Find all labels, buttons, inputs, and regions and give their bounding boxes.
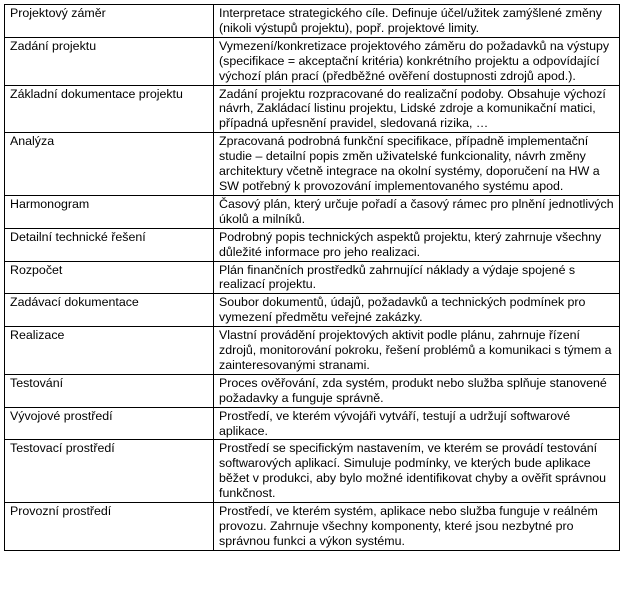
table-row (5, 133, 620, 196)
term-cell: Rozpočet (5, 261, 214, 294)
definition-cell: Podrobný popis technických aspektů projektu, který zahrnuje všechny důležité informace pro jeho realizaci. (214, 228, 620, 261)
table-row (5, 503, 620, 551)
definition-cell: Zadání projektu rozpracované do realizační podoby. Obsahuje výchozí návrh, Zakládací listinu projektu, Lidské zdroje a komunikační matici, případná upřesnění pravidel, sledovaná rizika, … (214, 85, 620, 133)
term-cell: Zadání projektu (5, 37, 214, 85)
definition-cell: Interpretace strategického cíle. Definuje účel/užitek zamýšlené změny (nikoli výstupů projektu), popř. projektové limity. (214, 5, 620, 38)
table-row (5, 195, 620, 228)
term-cell: Vývojové prostředí (5, 407, 214, 440)
table-row (5, 261, 620, 294)
term-cell: Detailní technické řešení (5, 228, 214, 261)
table-row (5, 374, 620, 407)
term-cell: Testovací prostředí (5, 440, 214, 503)
term-cell: Projektový záměr (5, 5, 214, 38)
definition-cell: Prostředí, ve kterém systém, aplikace nebo služba funguje v reálném provozu. Zahrnuje všechny komponenty, které jsou nezbytné pro správnou funkci a výkon systému. (214, 503, 620, 551)
definition-cell: Soubor dokumentů, údajů, požadavků a technických podmínek pro vymezení předmětu veřejné zakázky. (214, 294, 620, 327)
definition-cell: Prostředí se specifickým nastavením, ve kterém se provádí testování softwarových aplikací. Simuluje podmínky, ve kterých bude aplikace běžet v produkci, aby bylo možné identifikovat chyby a ověřit správnou funkčnost. (214, 440, 620, 503)
definition-cell: Časový plán, který určuje pořadí a časový rámec pro plnění jednotlivých úkolů a milníků. (214, 195, 620, 228)
table-row (5, 85, 620, 133)
table-row (5, 327, 620, 375)
glossary-table (4, 4, 620, 551)
term-cell: Realizace (5, 327, 214, 375)
definition-cell: Plán finančních prostředků zahrnující náklady a výdaje spojené s realizací projektu. (214, 261, 620, 294)
term-cell: Testování (5, 374, 214, 407)
table-row (5, 440, 620, 503)
table-row (5, 37, 620, 85)
definition-cell: Prostředí, ve kterém vývojáři vytváří, testují a udržují softwarové aplikace. (214, 407, 620, 440)
term-cell: Provozní prostředí (5, 503, 214, 551)
definition-cell: Vlastní provádění projektových aktivit podle plánu, zahrnuje řízení zdrojů, monitorování pokroku, řešení problémů a komunikaci s týmem a zainteresovanými stranami. (214, 327, 620, 375)
definition-cell: Proces ověřování, zda systém, produkt nebo služba splňuje stanovené požadavky a funguje správně. (214, 374, 620, 407)
term-cell: Analýza (5, 133, 214, 196)
table-row (5, 5, 620, 38)
table-row (5, 228, 620, 261)
definition-cell: Vymezení/konkretizace projektového záměru do požadavků na výstupy (specifikace = akceptační kritéria) konkrétního projektu a odpovídající výchozí plán prací (předběžné ověření dostupnosti zdrojů apod.). (214, 37, 620, 85)
term-cell: Zadávací dokumentace (5, 294, 214, 327)
definition-cell: Zpracovaná podrobná funkční specifikace, případně implementační studie – detailní popis změn uživatelské funkcionality, návrh změny architektury včetně integrace na okolní systémy, doporučení na HW a SW potřebný k provozování implementovaného systému apod. (214, 133, 620, 196)
table-row (5, 407, 620, 440)
term-cell: Harmonogram (5, 195, 214, 228)
table-row (5, 294, 620, 327)
term-cell: Základní dokumentace projektu (5, 85, 214, 133)
